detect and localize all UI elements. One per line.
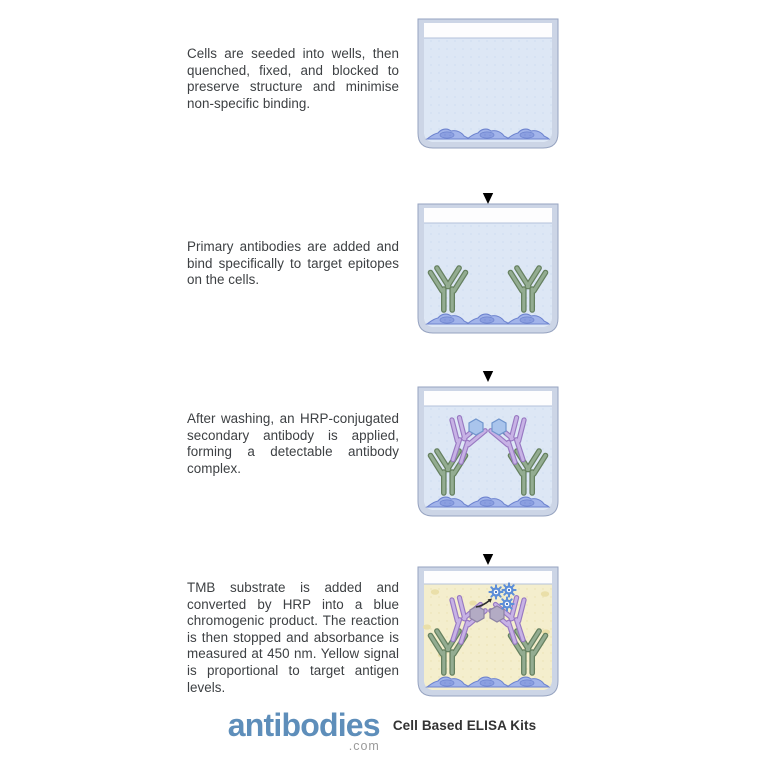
tmb-product-icon xyxy=(489,585,502,598)
cells xyxy=(427,314,549,324)
well-step-3-illustration xyxy=(413,383,563,523)
cells xyxy=(427,497,549,507)
tmb-product-icon xyxy=(502,583,515,596)
step-2-description: Primary antibodies are added and bind specifically to target epitopes on the cells. xyxy=(187,239,399,288)
cells xyxy=(427,677,549,687)
product-tagline: Cell Based ELISA Kits xyxy=(392,718,537,733)
well-step-4-illustration xyxy=(413,563,563,703)
flow-arrow-down-icon xyxy=(481,338,495,384)
step-3-description: After washing, an HRP-conjugated secondary antibody is applied, forming a detectable antibody complex. xyxy=(187,411,399,476)
well-step-1-illustration xyxy=(413,15,563,155)
tmb-product-icon xyxy=(500,597,513,610)
flow-arrow-down-icon xyxy=(481,521,495,567)
brand-domain: .com xyxy=(348,739,380,753)
hrp-enzyme-icon xyxy=(492,419,506,435)
brand-logo xyxy=(227,707,380,753)
hrp-enzyme-icon xyxy=(469,419,483,435)
cells xyxy=(427,129,549,139)
brand-name: antibodies xyxy=(227,707,380,743)
hrp-enzyme-icon xyxy=(470,606,484,622)
step-4-description: TMB substrate is added and converted by HRP into a blue chromogenic product. The reaction is then stopped and absorbance is measured at 450 nm. Yellow signal is proportional to target antigen levels. xyxy=(187,580,399,695)
well-step-2-illustration xyxy=(413,200,563,340)
footer-brand xyxy=(227,707,537,753)
step-1-description: Cells are seeded into wells, then quenched, fixed, and blocked to preserve structure and minimise non-specific binding. xyxy=(187,46,399,111)
